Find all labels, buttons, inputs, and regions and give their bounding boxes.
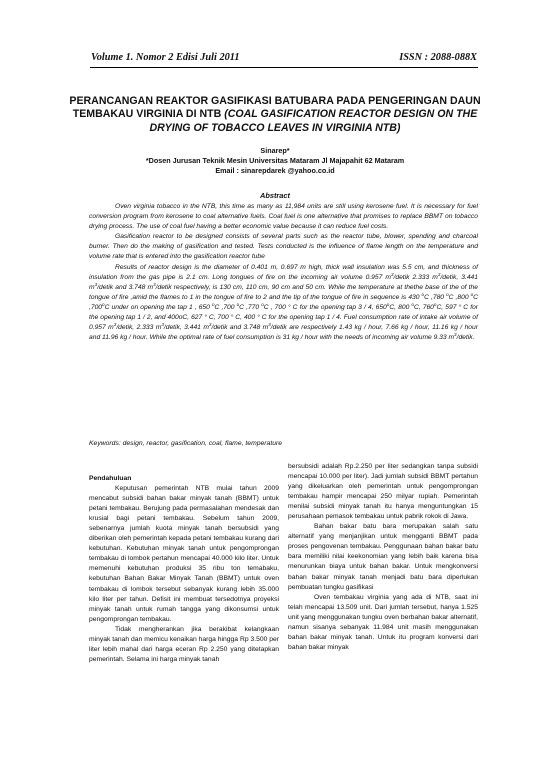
title-english: (COAL GASIFICATION REACTOR DESIGN ON THE DRYING OF TOBACCO LEAVES IN VIRGINIA NTB) [149,108,478,134]
issn-info: ISSN : 2088-088X [399,52,477,63]
header-rule [90,67,478,68]
abstract-paragraph-2: Gasification reactor to be designed consists of several parts such as the reactor tube, blower, spending and charcoal burner. Then do the making of gasification and tested. Tests conducted is the influence of flame length on the temperature and volume rate that is entered into the gasification reactor tube [89,233,478,261]
abstract-paragraph-3: Results of reactor design is the diameter of 0.401 m, 0.697 m high, thick wall insulation was 5.5 cm, and thickness of insulation from the gas pipe is 2.1 cm. Long tongues of fire on the incoming air volume 0.957 $m^3$/detik 2.333 $m^3$/detik, 3.441 $m^3$/detik and 3.748 $m^3$/detik respectively, is 130 cm, 110 cm, 90 cm and 50 cm. While the temperature at thethe base of the of the tongue of fire ,amid the flames to 1 in the tongue of fire to 2 and the tip of the tongue of fire in sequence is 430 $^o$C ,780 $^o$C ,800 $^o$C ,700$^o$C under on opening the tap 1 , 650 $^o$C ,700 $^o$C ,770 $^o$C , 700 ° C for the opening tap 3 / 4, 650$^o$C, 800 $^o$C, 760$^o$C, 597 ° C for the opening tap 1 / 2, and 400oC, 627 ° C, 700 ° C, 400 ° C for the opening tap 1 / 4. Fuel consumption rate of intake air volume of 0.957 $m^3$/detik, 2.333 $m^3$/detik, 3.441 $m^3$/detik and 3.748 $m^3$/detik are respectively 1.43 kg / hour, 7.66 kg / hour, 11.16 kg / hour and 11.96 kg / hour. While the optimal rate of fuel consumption is 31 kg / hour with the needs of incoming air volume 9.33 $m^3$/detik. [89,263,479,342]
volume-info: Volume 1. Nomor 2 Edisi Juli 2011 [91,52,240,63]
journal-header [91,52,477,63]
title-main: PERANCANGAN REAKTOR GASIFIKASI BATUBARA PADA PENGERINGAN DAUN TEMBAKAU VIRGINIA DI NTB [69,95,481,121]
abstract-paragraph-1: Oven virginia tobacco in the NTB, this time as many as 11,984 units are still using kerosene fuel. It is necessary for fuel conversion program from kerosene to coal alternative fuels. Coal fuel is one alternative that promises to replace BBMT on tobacco drying process. The use of coal fuel having a better economic value because it can reduce fuel costs. [89,203,478,231]
body-paragraph: bersubsidi adalah Rp.2.250 per liter sedangkan tanpa subsidi mencapai 10.000 per liter). Jadi jumlah subsidi BBMT pertahun yang dikeluarkan oleh pemerintah untuk pengomprongan tembakau hampir mencapai 250 milyar rupiah. Pemerintah menilai subsidi minyak tanah itu hanya menguntungkan 15 perusahaan pemasok tembakau untuk pabrik rokok di Jawa. [288,463,478,521]
body-paragraph: Tidak mengherankan jika berakibat kelangkaan minyak tanah dan memicu kenaikan harga hingga Rp 3.500 per liter lebih mahal dari harga eceran Rp 2.250 yang ditetapkan pemerintah. Selama ini harga minyak tanah [89,625,279,663]
right-column [288,462,478,653]
left-column [89,474,279,665]
section-heading: Pendahuluan [89,475,132,482]
author-affiliation: *Dosen Jurusan Teknik Mesin Universitas Mataram Jl Majapahit 62 Mataram [145,156,405,166]
abstract-heading: Abstract [260,191,290,200]
keywords: Keywords: design, reactor, gasification, coal, flame, temperature [89,440,283,447]
author-block [60,146,490,177]
body-paragraph: Bahan bakar batu bara merupakan salah satu alternatif yang menjanjikan untuk mengganti BBMT pada proses pengovenan tembakau. Penggunaan bahan bakar batu bara memiliki nilai keekonomian yang lebih baik karena bisa menurunkan biaya untuk bahan bakar. Untuk mengkonversi bahan bakar minyak tanah menjadi batu bara diperlukan pembuatan tungku gasifikasi [288,523,478,591]
author-email: Email : sinarepdarek @yahoo.co.id [215,166,335,176]
body-paragraph: Keputusan pemerintah NTB mulai tahun 2009 mencabut subsidi bahan bakar minyak tanah (BBMT) untuk petani tembakau. Berujung pada permasalahan mendesak dan krusial bagi petani tembakau. Sebelum tahun 2009, sebenarnya jumlah kuota minyak tanah bersubsidi yang diberikan oleh pemerintah kepada petani tembakau kurang dari kebutuhan. Kebutuhan minyak tanah untuk pengomprongan tembakau di lombok pertahun mencapai 40.000 kilo liter. Untuk memenuhi kebutuhan produksi 35 ribu ton temabaku, kebutuhan Bahan Bakar Minyak Tanah (BBMT) untuk oven tembakau di lombok tersebut sebanyak kurang lebih 35.000 kilo liter per tahun. Defisit ini membuat tersedotnya proyeksi minyak tanah untuk rumah tangga yang dikonsumsi untuk pengomprongan tembakau. [89,485,279,623]
abstract-body [89,202,478,343]
paper-title [60,95,490,135]
body-paragraph: Oven tembakau virginia yang ada di NTB, saat ini telah mencapai 13.509 unit. Dari jumlah tersebut, hanya 1.525 unit yang menggunakan tungku oven berbahan bakar alternatif, namun sisanya sebanyak 11.984 unit masih menggunakan bahan bakar minyak tanah. Untuk itu program konversi dari bahan bakar minyak [288,593,478,651]
author-name: Sinarep* [260,146,290,155]
